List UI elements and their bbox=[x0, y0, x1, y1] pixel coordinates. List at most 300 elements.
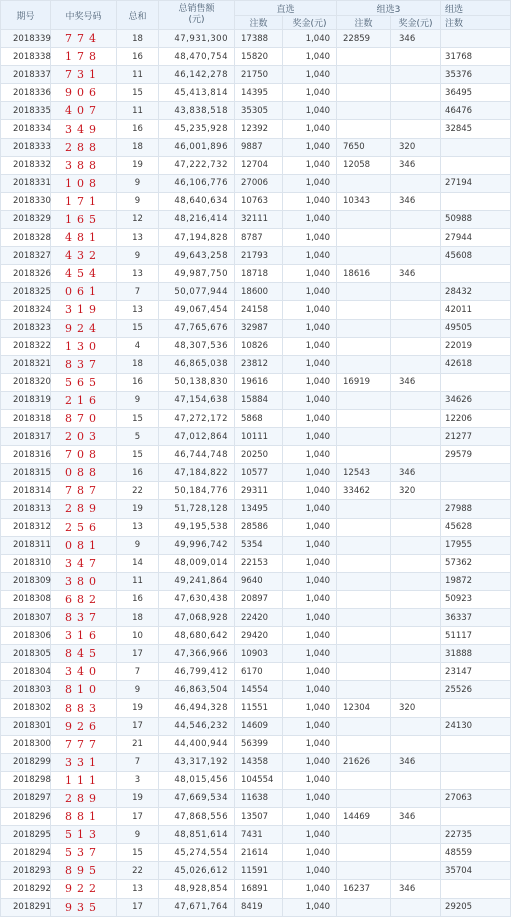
cell-group3-prize bbox=[391, 554, 441, 572]
cell-total-sales: 49,643,258 bbox=[159, 247, 235, 265]
cell-group3-count: 12543 bbox=[337, 464, 391, 482]
cell-total-sales: 48,470,754 bbox=[159, 48, 235, 66]
cell-group3-count: 21626 bbox=[337, 753, 391, 771]
cell-sum: 18 bbox=[117, 138, 159, 156]
cell-sum: 9 bbox=[117, 826, 159, 844]
cell-group3-count: 10343 bbox=[337, 192, 391, 210]
cell-direct-prize: 1,040 bbox=[283, 428, 337, 446]
table-row bbox=[1, 753, 511, 771]
cell-group3-count bbox=[337, 518, 391, 536]
cell-winning-number: 088 bbox=[51, 464, 117, 482]
cell-total-sales: 45,026,612 bbox=[159, 862, 235, 880]
cell-sum: 15 bbox=[117, 409, 159, 427]
cell-sum: 18 bbox=[117, 355, 159, 373]
cell-group3-count bbox=[337, 500, 391, 518]
cell-group6-count: 27988 bbox=[441, 500, 511, 518]
cell-winning-number: 883 bbox=[51, 699, 117, 717]
header-total-sales bbox=[159, 1, 235, 30]
cell-total-sales: 46,799,412 bbox=[159, 663, 235, 681]
cell-issue: 2018300 bbox=[1, 735, 51, 753]
cell-sum: 7 bbox=[117, 663, 159, 681]
cell-winning-number: 288 bbox=[51, 138, 117, 156]
cell-winning-number: 924 bbox=[51, 319, 117, 337]
cell-group3-count bbox=[337, 247, 391, 265]
table-row bbox=[1, 681, 511, 699]
cell-direct-count: 22153 bbox=[235, 554, 283, 572]
table-row bbox=[1, 446, 511, 464]
cell-direct-prize: 1,040 bbox=[283, 627, 337, 645]
cell-sum: 5 bbox=[117, 428, 159, 446]
cell-direct-count: 24158 bbox=[235, 301, 283, 319]
cell-group3-count: 22859 bbox=[337, 30, 391, 48]
table-row bbox=[1, 717, 511, 735]
cell-group3-prize bbox=[391, 572, 441, 590]
cell-group3-count: 16919 bbox=[337, 373, 391, 391]
cell-total-sales: 48,640,634 bbox=[159, 192, 235, 210]
cell-group3-count bbox=[337, 66, 391, 84]
table-row bbox=[1, 174, 511, 192]
cell-issue: 2018337 bbox=[1, 66, 51, 84]
cell-group6-count: 49505 bbox=[441, 319, 511, 337]
cell-direct-count: 5354 bbox=[235, 536, 283, 554]
cell-direct-count: 14358 bbox=[235, 753, 283, 771]
cell-group3-prize: 346 bbox=[391, 808, 441, 826]
cell-group3-prize bbox=[391, 663, 441, 681]
cell-direct-count: 10903 bbox=[235, 645, 283, 663]
cell-winning-number: 845 bbox=[51, 645, 117, 663]
cell-total-sales: 49,987,750 bbox=[159, 265, 235, 283]
cell-issue: 2018334 bbox=[1, 120, 51, 138]
cell-issue: 2018304 bbox=[1, 663, 51, 681]
table-row bbox=[1, 699, 511, 717]
cell-group3-prize: 346 bbox=[391, 464, 441, 482]
cell-sum: 13 bbox=[117, 265, 159, 283]
table-row bbox=[1, 645, 511, 663]
table-row bbox=[1, 48, 511, 66]
cell-issue: 2018299 bbox=[1, 753, 51, 771]
cell-group6-count: 35376 bbox=[441, 66, 511, 84]
cell-sum: 19 bbox=[117, 789, 159, 807]
cell-direct-count: 35305 bbox=[235, 102, 283, 120]
table-row bbox=[1, 247, 511, 265]
cell-sum: 10 bbox=[117, 627, 159, 645]
cell-issue: 2018331 bbox=[1, 174, 51, 192]
cell-group3-prize bbox=[391, 174, 441, 192]
cell-issue: 2018305 bbox=[1, 645, 51, 663]
cell-direct-count: 21793 bbox=[235, 247, 283, 265]
cell-group3-count bbox=[337, 826, 391, 844]
cell-group3-prize bbox=[391, 120, 441, 138]
cell-group6-count bbox=[441, 482, 511, 500]
cell-direct-prize: 1,040 bbox=[283, 409, 337, 427]
table-row bbox=[1, 373, 511, 391]
cell-total-sales: 48,216,414 bbox=[159, 210, 235, 228]
header-total-sales-line2: (元) bbox=[188, 15, 205, 25]
cell-issue: 2018326 bbox=[1, 265, 51, 283]
cell-group6-count bbox=[441, 192, 511, 210]
cell-group3-prize: 346 bbox=[391, 156, 441, 174]
cell-direct-count: 27006 bbox=[235, 174, 283, 192]
table-row bbox=[1, 319, 511, 337]
cell-issue: 2018292 bbox=[1, 880, 51, 898]
cell-total-sales: 47,154,638 bbox=[159, 391, 235, 409]
cell-direct-prize: 1,040 bbox=[283, 844, 337, 862]
cell-winning-number: 216 bbox=[51, 391, 117, 409]
table-row bbox=[1, 880, 511, 898]
cell-direct-count: 20897 bbox=[235, 590, 283, 608]
cell-group3-count bbox=[337, 572, 391, 590]
table-row bbox=[1, 789, 511, 807]
cell-winning-number: 837 bbox=[51, 355, 117, 373]
cell-winning-number: 787 bbox=[51, 482, 117, 500]
cell-sum: 9 bbox=[117, 536, 159, 554]
cell-winning-number: 935 bbox=[51, 898, 117, 916]
cell-direct-prize: 1,040 bbox=[283, 862, 337, 880]
cell-sum: 9 bbox=[117, 391, 159, 409]
cell-direct-count: 11638 bbox=[235, 789, 283, 807]
cell-issue: 2018333 bbox=[1, 138, 51, 156]
cell-group3-prize bbox=[391, 428, 441, 446]
cell-issue: 2018307 bbox=[1, 609, 51, 627]
cell-group6-count bbox=[441, 30, 511, 48]
table-row bbox=[1, 735, 511, 753]
cell-issue: 2018321 bbox=[1, 355, 51, 373]
cell-sum: 3 bbox=[117, 771, 159, 789]
cell-group3-prize bbox=[391, 319, 441, 337]
cell-direct-prize: 1,040 bbox=[283, 880, 337, 898]
cell-issue: 2018306 bbox=[1, 627, 51, 645]
cell-direct-count: 21750 bbox=[235, 66, 283, 84]
cell-direct-count: 14609 bbox=[235, 717, 283, 735]
cell-winning-number: 256 bbox=[51, 518, 117, 536]
cell-issue: 2018312 bbox=[1, 518, 51, 536]
cell-direct-prize: 1,040 bbox=[283, 355, 337, 373]
cell-group6-count: 48559 bbox=[441, 844, 511, 862]
cell-direct-count: 19616 bbox=[235, 373, 283, 391]
cell-direct-count: 29311 bbox=[235, 482, 283, 500]
cell-winning-number: 895 bbox=[51, 862, 117, 880]
cell-total-sales: 49,996,742 bbox=[159, 536, 235, 554]
header-sum: 总和 bbox=[117, 1, 159, 30]
cell-winning-number: 340 bbox=[51, 663, 117, 681]
cell-group3-prize: 320 bbox=[391, 482, 441, 500]
cell-group6-count: 21277 bbox=[441, 428, 511, 446]
cell-direct-count: 32111 bbox=[235, 210, 283, 228]
cell-issue: 2018296 bbox=[1, 808, 51, 826]
cell-group6-count bbox=[441, 699, 511, 717]
cell-group3-prize bbox=[391, 355, 441, 373]
cell-group3-prize bbox=[391, 48, 441, 66]
cell-group3-count bbox=[337, 301, 391, 319]
cell-group6-count: 25526 bbox=[441, 681, 511, 699]
cell-group3-prize bbox=[391, 446, 441, 464]
cell-group6-count: 22019 bbox=[441, 337, 511, 355]
cell-direct-prize: 1,040 bbox=[283, 500, 337, 518]
header-group6: 组选 bbox=[441, 1, 511, 16]
cell-issue: 2018325 bbox=[1, 283, 51, 301]
cell-direct-prize: 1,040 bbox=[283, 66, 337, 84]
cell-winning-number: 454 bbox=[51, 265, 117, 283]
cell-group6-count bbox=[441, 156, 511, 174]
cell-direct-count: 12392 bbox=[235, 120, 283, 138]
cell-direct-count: 6170 bbox=[235, 663, 283, 681]
cell-group3-count bbox=[337, 627, 391, 645]
cell-group3-prize bbox=[391, 789, 441, 807]
cell-direct-prize: 1,040 bbox=[283, 319, 337, 337]
cell-total-sales: 50,184,776 bbox=[159, 482, 235, 500]
cell-group6-count bbox=[441, 138, 511, 156]
cell-group6-count bbox=[441, 808, 511, 826]
cell-group3-prize bbox=[391, 102, 441, 120]
cell-direct-count: 16891 bbox=[235, 880, 283, 898]
table-row bbox=[1, 428, 511, 446]
cell-group6-count: 31768 bbox=[441, 48, 511, 66]
cell-direct-prize: 1,040 bbox=[283, 609, 337, 627]
cell-total-sales: 46,494,328 bbox=[159, 699, 235, 717]
cell-winning-number: 537 bbox=[51, 844, 117, 862]
table-row bbox=[1, 808, 511, 826]
header-winning-number: 中奖号码 bbox=[51, 1, 117, 30]
cell-issue: 2018291 bbox=[1, 898, 51, 916]
cell-winning-number: 289 bbox=[51, 789, 117, 807]
cell-group3-prize: 346 bbox=[391, 753, 441, 771]
table-row bbox=[1, 409, 511, 427]
cell-direct-count: 11591 bbox=[235, 862, 283, 880]
cell-sum: 19 bbox=[117, 156, 159, 174]
cell-group6-count: 24130 bbox=[441, 717, 511, 735]
cell-total-sales: 48,015,456 bbox=[159, 771, 235, 789]
cell-winning-number: 111 bbox=[51, 771, 117, 789]
cell-direct-prize: 1,040 bbox=[283, 120, 337, 138]
cell-group3-prize bbox=[391, 391, 441, 409]
cell-issue: 2018328 bbox=[1, 229, 51, 247]
cell-group6-count: 36495 bbox=[441, 84, 511, 102]
cell-group3-count bbox=[337, 590, 391, 608]
cell-issue: 2018324 bbox=[1, 301, 51, 319]
cell-winning-number: 171 bbox=[51, 192, 117, 210]
cell-group3-count: 12304 bbox=[337, 699, 391, 717]
cell-issue: 2018335 bbox=[1, 102, 51, 120]
cell-total-sales: 46,142,278 bbox=[159, 66, 235, 84]
header-group3: 组选3 bbox=[337, 1, 441, 16]
cell-sum: 4 bbox=[117, 337, 159, 355]
cell-group3-count bbox=[337, 409, 391, 427]
cell-direct-prize: 1,040 bbox=[283, 138, 337, 156]
table-row bbox=[1, 590, 511, 608]
cell-direct-prize: 1,040 bbox=[283, 174, 337, 192]
cell-total-sales: 47,671,764 bbox=[159, 898, 235, 916]
cell-direct-prize: 1,040 bbox=[283, 156, 337, 174]
cell-direct-prize: 1,040 bbox=[283, 265, 337, 283]
cell-direct-prize: 1,040 bbox=[283, 301, 337, 319]
cell-group3-count bbox=[337, 862, 391, 880]
cell-winning-number: 407 bbox=[51, 102, 117, 120]
cell-direct-prize: 1,040 bbox=[283, 391, 337, 409]
cell-sum: 17 bbox=[117, 808, 159, 826]
cell-winning-number: 347 bbox=[51, 554, 117, 572]
cell-total-sales: 49,067,454 bbox=[159, 301, 235, 319]
cell-direct-count: 13507 bbox=[235, 808, 283, 826]
cell-group3-prize bbox=[391, 627, 441, 645]
cell-winning-number: 922 bbox=[51, 880, 117, 898]
cell-sum: 11 bbox=[117, 572, 159, 590]
cell-sum: 18 bbox=[117, 609, 159, 627]
table-row bbox=[1, 84, 511, 102]
cell-winning-number: 130 bbox=[51, 337, 117, 355]
cell-group6-count: 17955 bbox=[441, 536, 511, 554]
cell-total-sales: 44,546,232 bbox=[159, 717, 235, 735]
cell-group6-count bbox=[441, 735, 511, 753]
cell-group3-count bbox=[337, 717, 391, 735]
cell-total-sales: 47,194,828 bbox=[159, 229, 235, 247]
cell-direct-count: 11551 bbox=[235, 699, 283, 717]
cell-sum: 19 bbox=[117, 699, 159, 717]
cell-winning-number: 926 bbox=[51, 717, 117, 735]
cell-total-sales: 48,928,854 bbox=[159, 880, 235, 898]
cell-issue: 2018298 bbox=[1, 771, 51, 789]
cell-winning-number: 432 bbox=[51, 247, 117, 265]
cell-group6-count bbox=[441, 373, 511, 391]
cell-sum: 16 bbox=[117, 464, 159, 482]
cell-group3-count bbox=[337, 663, 391, 681]
cell-direct-count: 10826 bbox=[235, 337, 283, 355]
table-row bbox=[1, 138, 511, 156]
cell-direct-prize: 1,040 bbox=[283, 735, 337, 753]
cell-direct-count: 5868 bbox=[235, 409, 283, 427]
cell-group3-prize bbox=[391, 536, 441, 554]
table-row bbox=[1, 192, 511, 210]
header-group6-count: 注数 bbox=[441, 16, 511, 30]
cell-direct-prize: 1,040 bbox=[283, 898, 337, 916]
cell-winning-number: 388 bbox=[51, 156, 117, 174]
cell-group6-count: 27063 bbox=[441, 789, 511, 807]
cell-total-sales: 45,235,928 bbox=[159, 120, 235, 138]
cell-issue: 2018295 bbox=[1, 826, 51, 844]
cell-total-sales: 48,851,614 bbox=[159, 826, 235, 844]
cell-direct-count: 18718 bbox=[235, 265, 283, 283]
cell-issue: 2018310 bbox=[1, 554, 51, 572]
cell-direct-prize: 1,040 bbox=[283, 518, 337, 536]
cell-issue: 2018319 bbox=[1, 391, 51, 409]
cell-group3-prize bbox=[391, 301, 441, 319]
cell-winning-number: 810 bbox=[51, 681, 117, 699]
table-row bbox=[1, 500, 511, 518]
cell-winning-number: 513 bbox=[51, 826, 117, 844]
cell-group3-count bbox=[337, 771, 391, 789]
cell-sum: 21 bbox=[117, 735, 159, 753]
cell-group3-count bbox=[337, 84, 391, 102]
cell-group3-prize bbox=[391, 898, 441, 916]
table-row bbox=[1, 627, 511, 645]
cell-sum: 13 bbox=[117, 301, 159, 319]
cell-sum: 13 bbox=[117, 229, 159, 247]
cell-group6-count: 32845 bbox=[441, 120, 511, 138]
cell-sum: 22 bbox=[117, 482, 159, 500]
cell-group6-count bbox=[441, 753, 511, 771]
cell-direct-count: 14395 bbox=[235, 84, 283, 102]
cell-group3-count bbox=[337, 844, 391, 862]
cell-direct-prize: 1,040 bbox=[283, 283, 337, 301]
table-row bbox=[1, 464, 511, 482]
cell-sum: 15 bbox=[117, 844, 159, 862]
cell-issue: 2018303 bbox=[1, 681, 51, 699]
cell-total-sales: 47,868,556 bbox=[159, 808, 235, 826]
cell-winning-number: 906 bbox=[51, 84, 117, 102]
table-row bbox=[1, 156, 511, 174]
cell-group3-prize bbox=[391, 84, 441, 102]
cell-group3-prize bbox=[391, 590, 441, 608]
cell-group3-count bbox=[337, 446, 391, 464]
cell-group3-prize: 346 bbox=[391, 265, 441, 283]
cell-direct-count: 14554 bbox=[235, 681, 283, 699]
header-group3-prize: 奖金(元) bbox=[391, 16, 441, 30]
cell-total-sales: 46,001,896 bbox=[159, 138, 235, 156]
cell-group3-prize bbox=[391, 862, 441, 880]
table-row bbox=[1, 518, 511, 536]
cell-direct-count: 8787 bbox=[235, 229, 283, 247]
cell-group6-count: 57362 bbox=[441, 554, 511, 572]
cell-group3-count: 12058 bbox=[337, 156, 391, 174]
cell-group3-count bbox=[337, 898, 391, 916]
cell-direct-prize: 1,040 bbox=[283, 536, 337, 554]
cell-winning-number: 349 bbox=[51, 120, 117, 138]
cell-group6-count: 45608 bbox=[441, 247, 511, 265]
cell-group3-prize bbox=[391, 337, 441, 355]
cell-sum: 16 bbox=[117, 373, 159, 391]
cell-group6-count: 36337 bbox=[441, 609, 511, 627]
cell-group6-count: 42618 bbox=[441, 355, 511, 373]
cell-total-sales: 47,012,864 bbox=[159, 428, 235, 446]
table-row bbox=[1, 862, 511, 880]
cell-total-sales: 43,838,518 bbox=[159, 102, 235, 120]
table-body bbox=[1, 30, 511, 917]
cell-sum: 15 bbox=[117, 84, 159, 102]
cell-total-sales: 51,728,128 bbox=[159, 500, 235, 518]
cell-group6-count bbox=[441, 464, 511, 482]
cell-direct-count: 10577 bbox=[235, 464, 283, 482]
cell-sum: 16 bbox=[117, 590, 159, 608]
cell-total-sales: 50,138,830 bbox=[159, 373, 235, 391]
cell-issue: 2018329 bbox=[1, 210, 51, 228]
cell-winning-number: 777 bbox=[51, 735, 117, 753]
cell-direct-count: 23812 bbox=[235, 355, 283, 373]
cell-group3-prize: 346 bbox=[391, 192, 441, 210]
cell-direct-prize: 1,040 bbox=[283, 337, 337, 355]
cell-group3-count bbox=[337, 609, 391, 627]
cell-direct-prize: 1,040 bbox=[283, 48, 337, 66]
cell-direct-count: 32987 bbox=[235, 319, 283, 337]
cell-total-sales: 47,068,928 bbox=[159, 609, 235, 627]
header-issue: 期号 bbox=[1, 1, 51, 30]
cell-issue: 2018311 bbox=[1, 536, 51, 554]
cell-total-sales: 47,630,438 bbox=[159, 590, 235, 608]
cell-direct-count: 13495 bbox=[235, 500, 283, 518]
cell-group3-count bbox=[337, 337, 391, 355]
cell-sum: 15 bbox=[117, 446, 159, 464]
cell-total-sales: 45,274,554 bbox=[159, 844, 235, 862]
cell-direct-count: 10763 bbox=[235, 192, 283, 210]
cell-direct-prize: 1,040 bbox=[283, 826, 337, 844]
cell-group6-count: 23147 bbox=[441, 663, 511, 681]
cell-group3-prize bbox=[391, 283, 441, 301]
cell-issue: 2018332 bbox=[1, 156, 51, 174]
cell-group3-prize: 320 bbox=[391, 138, 441, 156]
table-row bbox=[1, 771, 511, 789]
table-row bbox=[1, 844, 511, 862]
cell-winning-number: 316 bbox=[51, 627, 117, 645]
cell-sum: 13 bbox=[117, 518, 159, 536]
cell-direct-count: 29420 bbox=[235, 627, 283, 645]
